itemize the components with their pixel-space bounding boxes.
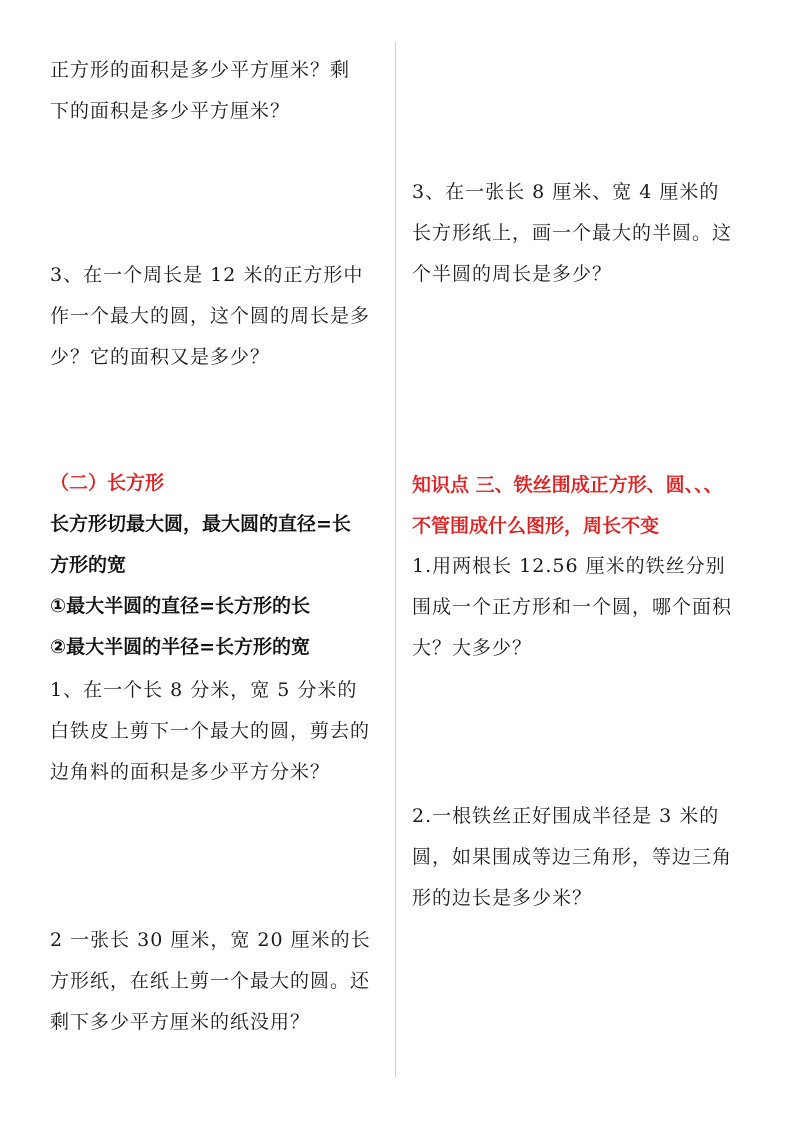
text-line: 3、在一张长 8 厘米、宽 4 厘米的 [412,181,720,203]
section-title-rectangle [50,463,164,504]
text-line: 围成一个正方形和一个圆，哪个面积 [412,596,733,618]
rectangle-question-3 [412,172,732,295]
text-line: 个半圆的周长是多少？ [412,263,613,285]
column-divider [395,42,396,1077]
knowledge-title-line: 不管围成什么图形，周长不变 [412,515,660,537]
knowledge-title-line: 知识点 三、铁丝围成正方形、圆、、、 [412,474,723,496]
text-line: 剩下多少平方厘米的纸没用？ [50,1011,311,1033]
text-line: 长方形纸上，画一个最大的半圆。这 [412,222,733,244]
text-line: 3、在一个周长是 12 米的正方形中 [50,264,364,286]
text-line: 1.用两根长 12.56 厘米的铁丝分别 [412,555,726,577]
text-line: 少？它的面积又是多少？ [50,346,271,368]
text-line: 下的面积是多少平方厘米？ [50,100,291,122]
rectangle-rules [50,504,351,668]
left-question-continuation [50,50,350,132]
text-line: 圆，如果围成等边三角形，等边三角 [412,846,733,868]
text-line: 方形纸，在纸上剪一个最大的圆。还 [50,970,371,992]
text-line: 大？大多少？ [412,637,533,659]
rule-line: ①最大半圆的直径=长方形的长 [50,595,311,617]
wire-question-1 [412,546,732,669]
rule-line: 方形的宽 [50,554,127,576]
rectangle-question-2 [50,920,371,1043]
text-line: 形的边长是多少米？ [412,887,593,909]
left-question-3 [50,255,370,378]
text-line: 2.一根铁丝正好围成半径是 3 米的 [412,805,720,827]
rectangle-question-1 [50,670,370,793]
text-line: 正方形的面积是多少平方厘米？剩 [50,59,351,81]
knowledge-point-title [412,465,723,547]
text-line: 白铁皮上剪下一个最大的圆，剪去的 [50,720,371,742]
text-line: 边角料的面积是多少平方分米？ [50,761,331,783]
text-line: 1、在一个长 8 分米，宽 5 分米的 [50,679,358,701]
rule-line: 长方形切最大圆，最大圆的直径=长 [50,513,351,535]
wire-question-2 [412,796,732,919]
text-line: 2 一张长 30 厘米，宽 20 厘米的长 [50,929,371,951]
section-title-text: （二）长方形 [50,472,165,494]
rule-line: ②最大半圆的半径=长方形的宽 [50,636,311,658]
text-line: 作一个最大的圆，这个圆的周长是多 [50,305,371,327]
